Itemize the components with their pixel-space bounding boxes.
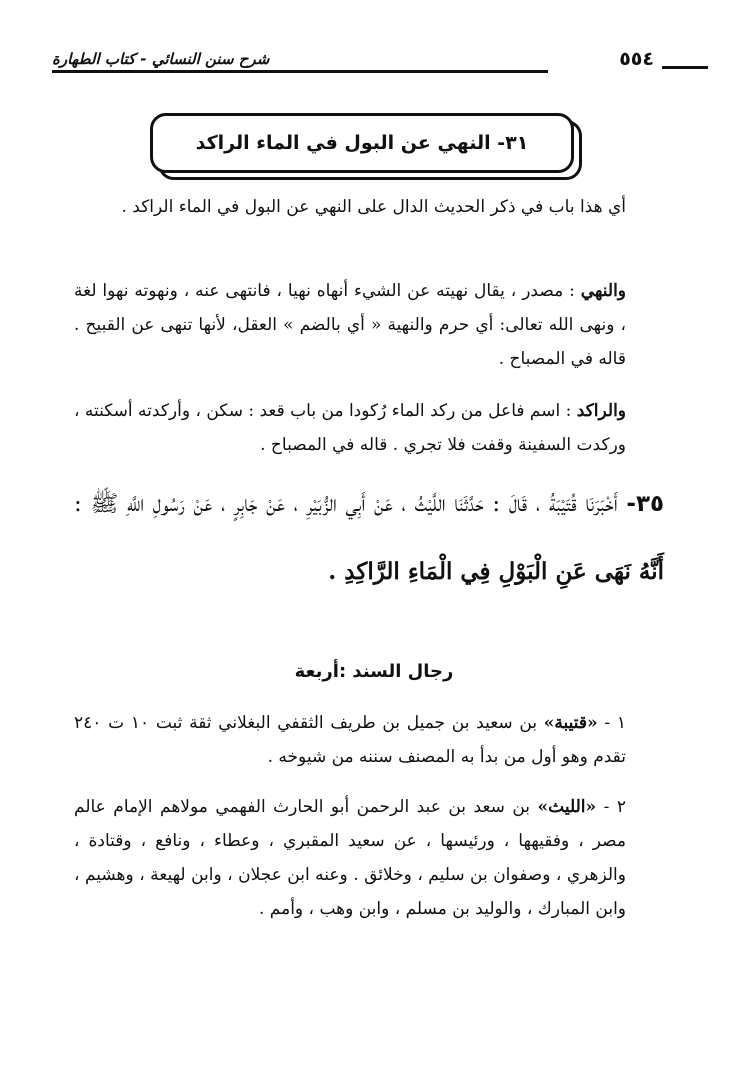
- definition-term: والراكد: [576, 401, 626, 421]
- intro-paragraph: [74, 190, 654, 224]
- narrator-name: «قتيبة»: [543, 713, 598, 733]
- narrator-text: بن سعيد بن جميل بن طريف الثقفي البغلاني ثقة ثبت ١٠ ت ٢٤٠ تقدم وهو أول من بدأ به المصنف سننه من شيوخه .: [74, 713, 626, 767]
- hadith-isnad: أَخْبَرَنَا قُتَيْبَةُ ، قَالَ : حَدَّثَنَا اللَّيْثُ ، عَنْ أَبِي الزُّبَيْرِ ، عَنْ جَابِرٍ ، عَنْ رَسُولِ اللَّهِ ﷺ :: [74, 491, 618, 517]
- chapter-box: [150, 113, 574, 173]
- hadith-matn: أَنَّهُ نَهَى عَنِ الْبَوْلِ فِي الْمَاءِ الرَّاكِدِ .: [328, 558, 664, 585]
- page-number: ٥٥٤: [619, 48, 654, 70]
- header-title: شرح سنن النسائي - كتاب الطهارة: [52, 50, 270, 68]
- definition-rakid: [74, 394, 654, 462]
- definition-term: والنهي: [580, 281, 626, 301]
- intro-text: أي هذا باب في ذكر الحديث الدال على النهي عن البول في الماء الراكد .: [121, 197, 626, 217]
- header-dash: [662, 66, 708, 69]
- definition-text: : اسم فاعل من ركد الماء رُكودا من باب قعد : سكن ، وأركدته أسكنته ، وركدت السفينة وقفت فلا تجري . قاله في المصباح .: [74, 401, 626, 455]
- header-rule: [52, 70, 548, 73]
- chapter-title: ٣١- النهي عن البول في الماء الراكد: [195, 132, 529, 154]
- narrators-heading: رجال السند :أربعة: [294, 661, 454, 682]
- narrator-1: [74, 706, 654, 774]
- narrator-number: ٢ -: [603, 797, 626, 817]
- running-header: [52, 48, 708, 82]
- narrator-name: «الليث»: [537, 797, 597, 817]
- definition-nahy: [74, 274, 654, 376]
- hadith-35: [74, 470, 664, 606]
- narrator-2: [74, 790, 654, 926]
- hadith-number: ٣٥-: [626, 491, 665, 517]
- narrator-number: ١ -: [604, 713, 626, 733]
- definition-text: : مصدر ، يقال نهيته عن الشيء أنهاه نهيا ، فانتهى عنه ، ونهوته نهوا لغة ، ونهى الله تعالى: أي حرم والنهية « أي بالضم » العقل، لأنها تنهى عن القبيح . قاله في المصباح .: [74, 281, 626, 369]
- narrator-text: بن سعد بن عبد الرحمن أبو الحارث الفهمي مولاهم الإمام عالم مصر ، وفقيهها ، ورئيسها ، عن سعيد المقبري ، وعطاء ، ونافع ، وقتادة ، والزهري ، وصفوان بن سليم ، وخلائق . وعنه ابن عجلان ، وابن لهيعة ، وهشيم ، وابن المبارك ، والوليد بن مسلم ، وابن وهب ، وأمم .: [74, 797, 626, 919]
